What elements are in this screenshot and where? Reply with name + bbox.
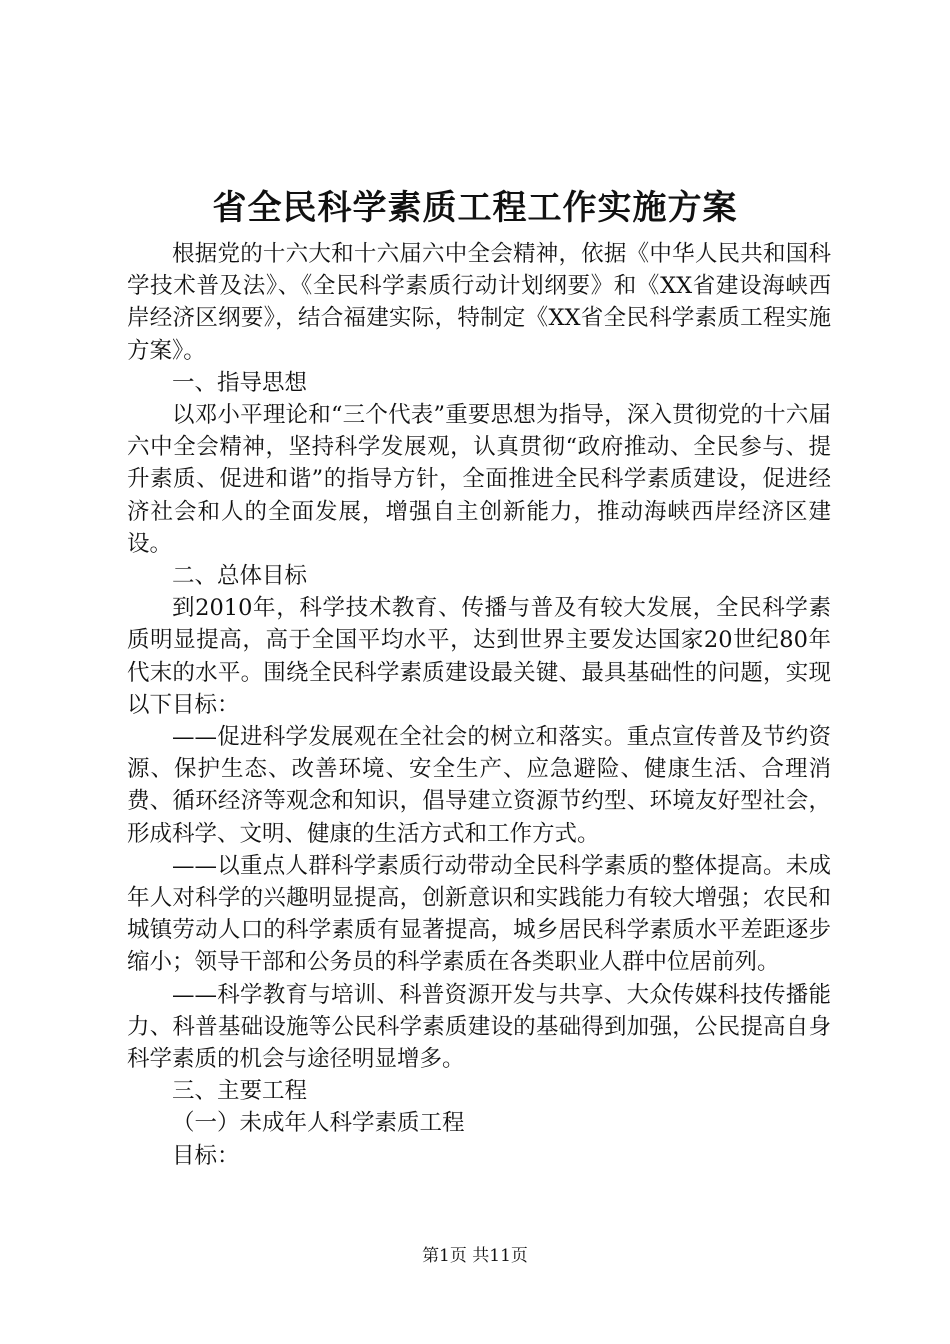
document-body — [127, 238, 831, 1172]
intro-paragraph: 根据党的十六大和十六届六中全会精神，依据《中华人民共和国科学技术普及法》、《全民科学素质行动计划纲要》和《XX省建设海峡西岸经济区纲要》，结合福建实际，特制定《XX省全民科学素质工程实施方案》。 — [127, 241, 831, 364]
goal-item-key-groups: ——以重点人群科学素质行动带动全民科学素质的整体提高。未成年人对科学的兴趣明显提高，创新意识和实践能力有较大增强；农民和城镇劳动人口的科学素质有显著提高，城乡居民科学素质水平差距逐步缩小；领导干部和公务员的科学素质在各类职业人群中位居前列。 — [127, 852, 831, 976]
subsection-heading-minors-project: （一）未成年人科学素质工程 — [172, 1110, 465, 1137]
goal-item-infrastructure: ——科学教育与培训、科普资源开发与共享、大众传媒科技传播能力、科普基础设施等公民科学素质建设的基础得到加强，公民提高自身科学素质的机会与途径明显增多。 — [127, 981, 831, 1073]
guiding-ideology-paragraph: 以邓小平理论和“三个代表”重要思想为指导，深入贯彻党的十六届六中全会精神，坚持科学发展观，认真贯彻“政府推动、全民参与、提升素质、促进和谐”的指导方针，全面推进全民科学素质建设，促进经济社会和人的全面发展，增强自主创新能力，推动海峡西岸经济区建设。 — [127, 402, 831, 557]
section-heading-main-projects: 三、主要工程 — [172, 1078, 308, 1105]
section-heading-overall-goals: 二、总体目标 — [172, 563, 308, 590]
section-heading-guiding-ideology: 一、指导思想 — [172, 369, 308, 396]
overall-goals-paragraph: 到2010年，科学技术教育、传播与普及有较大发展，全民科学素质明显提高，高于全国平均水平，达到世界主要发达国家20世纪80年代末的水平。围绕全民科学素质建设最关键、最具基础性的问题，实现以下目标： — [127, 595, 831, 718]
goal-label: 目标： — [172, 1142, 240, 1169]
goal-item-scientific-development: ——促进科学发展观在全社会的树立和落实。重点宣传普及节约资源、保护生态、改善环境、安全生产、应急避险、健康生活、合理消费、循环经济等观念和知识，倡导建立资源节约型、环境友好型社会，形成科学、文明、健康的生活方式和工作方式。 — [127, 724, 831, 847]
page-number-footer: 第1页 共11页 — [422, 1246, 528, 1266]
document-title: 省全民科学素质工程工作实施方案 — [212, 188, 738, 228]
